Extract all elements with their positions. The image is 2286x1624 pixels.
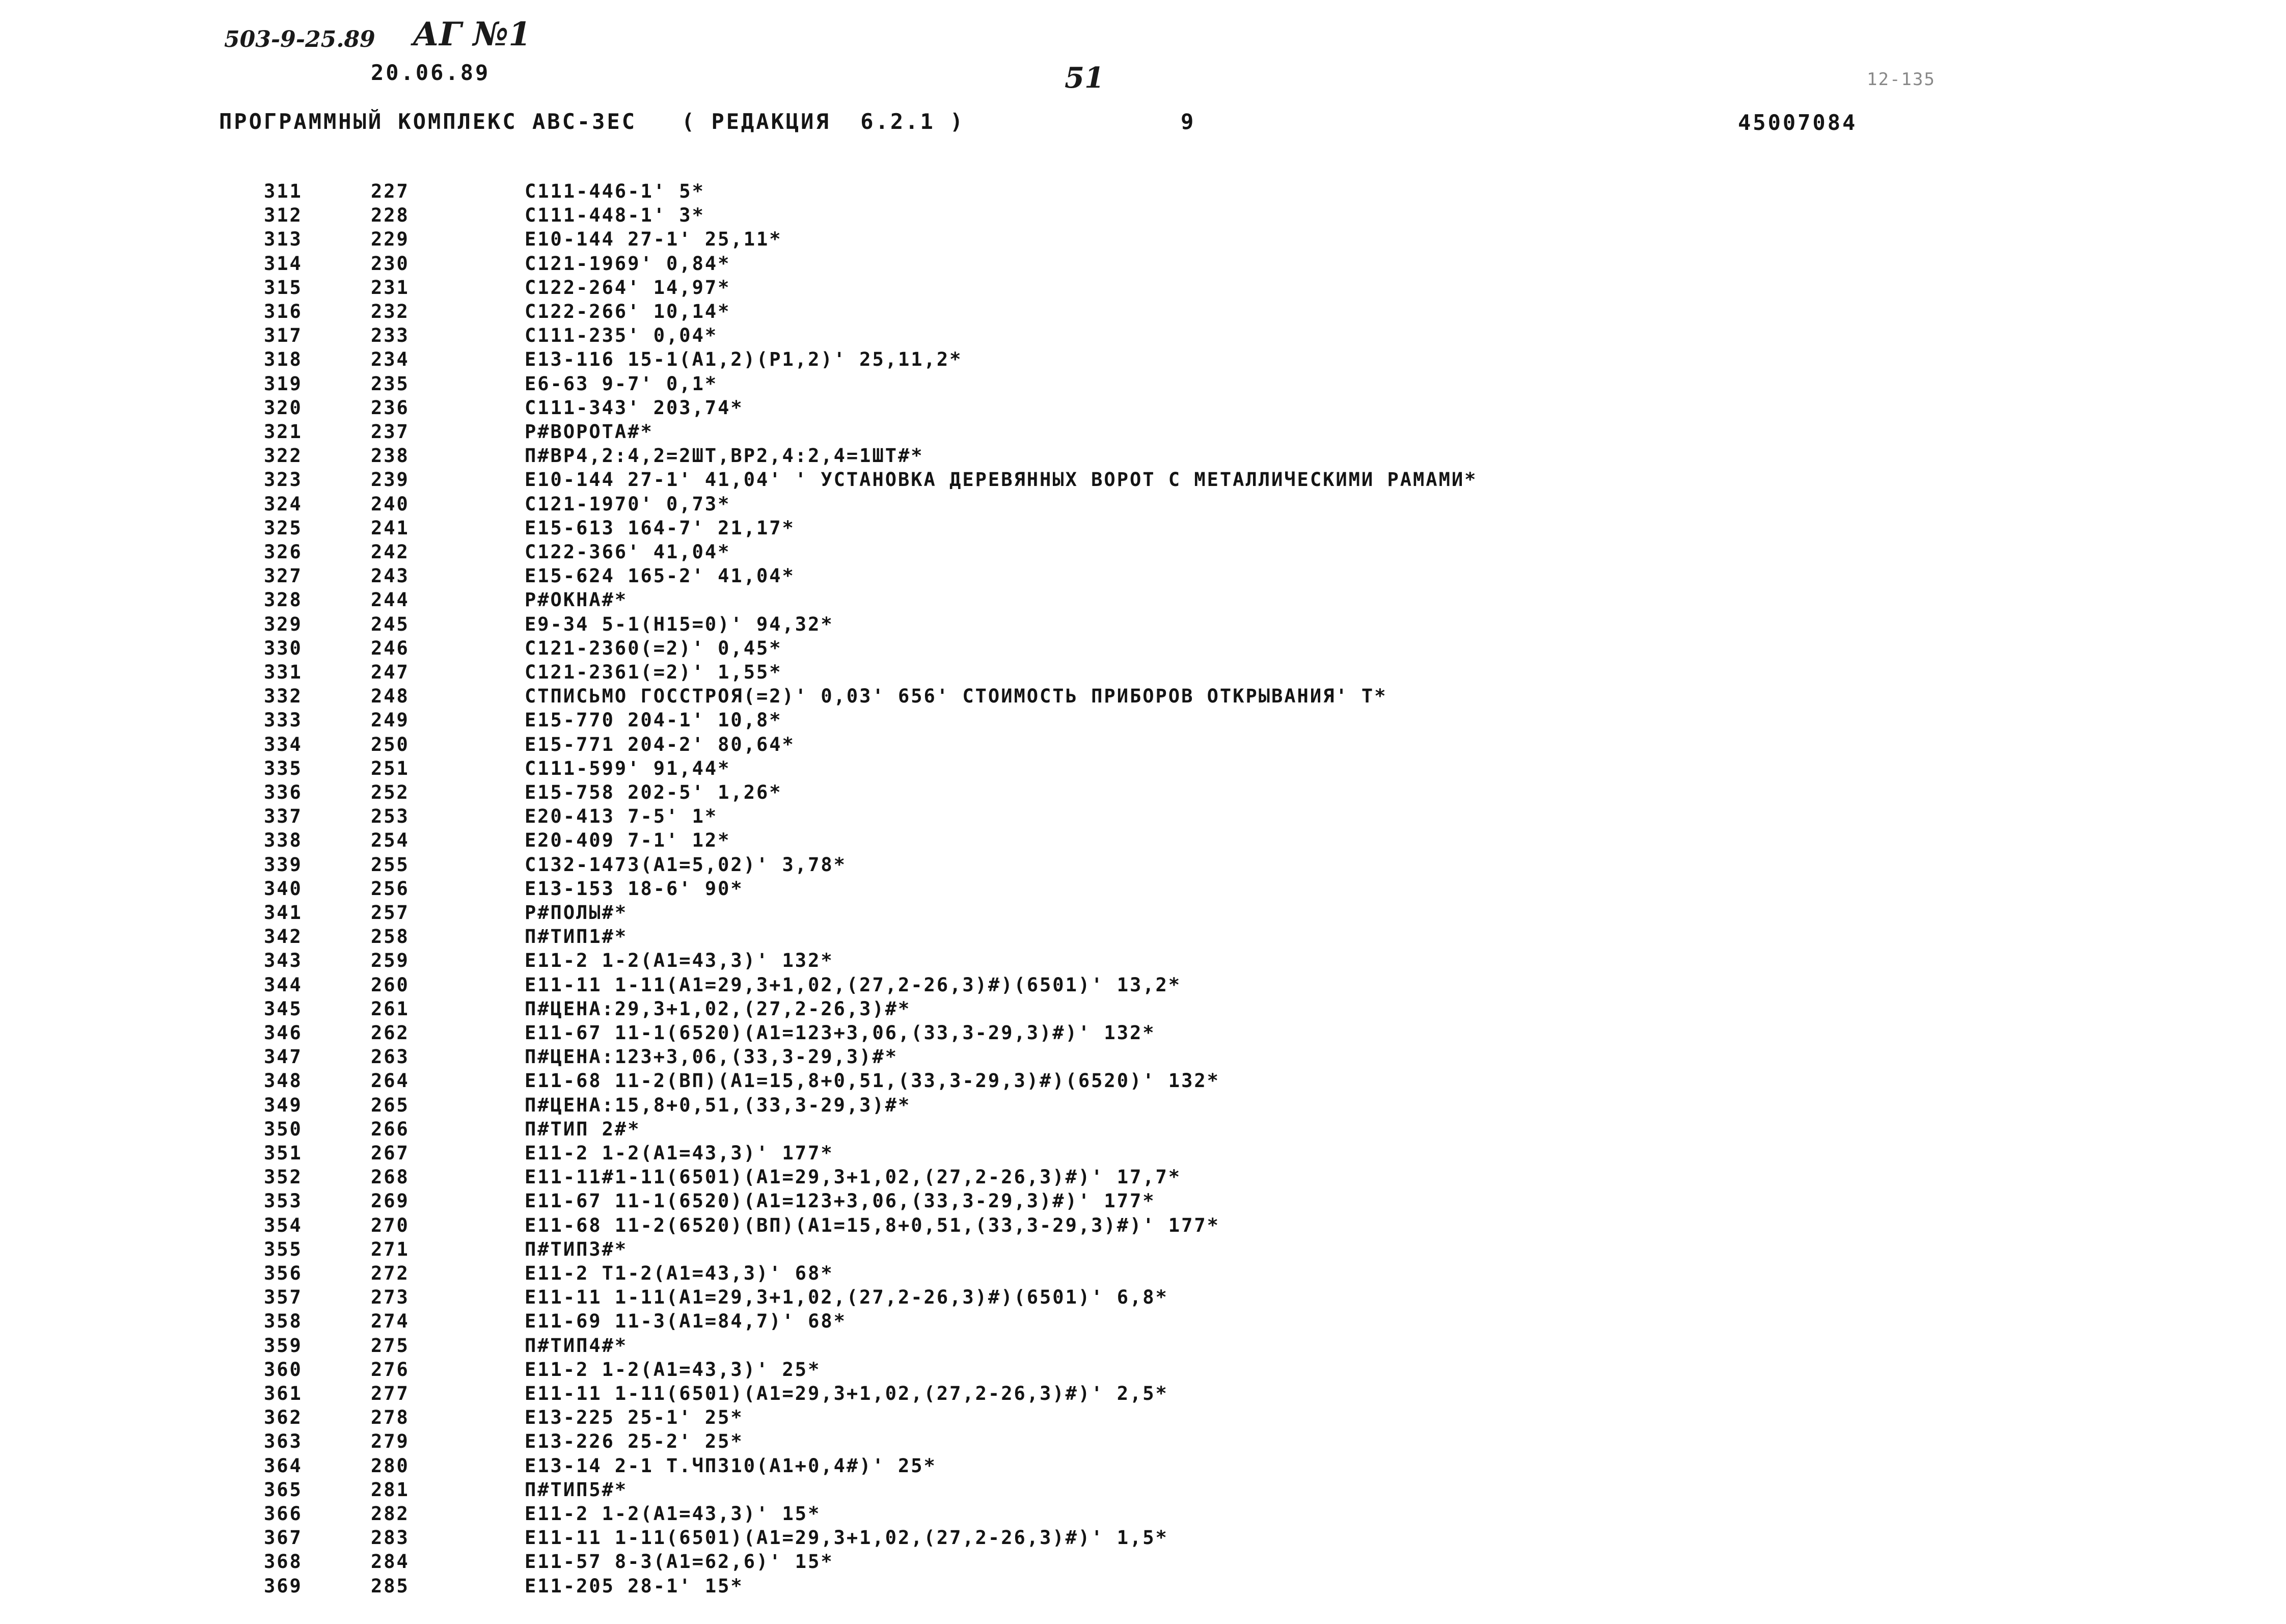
line-number: 362 xyxy=(264,1406,303,1429)
statement-number: 285 xyxy=(371,1575,410,1597)
statement-text: Е13-226 25-2' 25* xyxy=(525,1430,744,1453)
line-number: 339 xyxy=(264,853,303,876)
statement-number: 234 xyxy=(371,348,410,371)
statement-number: 272 xyxy=(371,1262,410,1284)
line-number: 341 xyxy=(264,902,303,924)
statement-number: 280 xyxy=(371,1454,410,1477)
statement-text: С122-266' 10,14* xyxy=(525,301,731,322)
line-number: 334 xyxy=(264,733,303,755)
statement-number: 236 xyxy=(371,396,410,419)
statement-text: Е11-205 28-1' 15* xyxy=(525,1575,744,1597)
statement-text: П#ЦЕНА:123+3,06,(33,3-29,3)#* xyxy=(525,1046,899,1068)
listing-row xyxy=(0,780,2241,804)
statement-number: 252 xyxy=(371,781,410,803)
statement-number: 265 xyxy=(371,1094,410,1116)
line-number: 316 xyxy=(264,301,303,322)
line-number: 344 xyxy=(264,973,303,996)
line-number: 315 xyxy=(264,276,303,299)
line-number: 312 xyxy=(264,204,303,227)
statement-text: С121-1970' 0,73* xyxy=(525,493,731,515)
statement-number: 248 xyxy=(371,685,410,708)
line-number: 324 xyxy=(264,493,303,515)
line-number: 318 xyxy=(264,348,303,371)
statement-text: Е11-69 11-3(А1=84,7)' 68* xyxy=(525,1310,847,1333)
line-number: 331 xyxy=(264,661,303,683)
statement-number: 284 xyxy=(371,1551,410,1573)
statement-number: 259 xyxy=(371,950,410,972)
statement-number: 264 xyxy=(371,1070,410,1092)
listing-row xyxy=(0,1358,2241,1382)
line-number: 354 xyxy=(264,1214,303,1236)
statement-text: Е11-2 1-2(А1=43,3)' 132* xyxy=(525,950,834,972)
listing-row xyxy=(0,444,2241,468)
listing-row xyxy=(0,612,2241,636)
statement-number: 241 xyxy=(371,517,410,539)
listing-row xyxy=(0,1405,2241,1429)
statement-text: Е15-613 164-7' 21,17* xyxy=(525,517,795,539)
line-number: 346 xyxy=(264,1022,303,1044)
statement-text: Е10-144 27-1' 41,04' ' УСТАНОВКА ДЕРЕВЯННЫХ ВОРОТ С МЕТАЛЛИЧЕСКИМИ РАМАМИ* xyxy=(525,469,1478,491)
statement-number: 231 xyxy=(371,276,410,299)
statement-text: Е15-771 204-2' 80,64* xyxy=(525,733,795,755)
statement-number: 260 xyxy=(371,973,410,996)
statement-number: 254 xyxy=(371,829,410,852)
line-number: 330 xyxy=(264,637,303,659)
statement-number: 232 xyxy=(371,301,410,322)
statement-number: 263 xyxy=(371,1046,410,1068)
document-date: 20.06.89 xyxy=(371,60,491,85)
listing-row xyxy=(0,1093,2241,1117)
line-number: 325 xyxy=(264,517,303,539)
page-number: 9 xyxy=(1181,109,1196,134)
statement-number: 261 xyxy=(371,997,410,1020)
statement-text: Е13-116 15-1(А1,2)(Р1,2)' 25,11,2* xyxy=(525,348,963,371)
statement-number: 238 xyxy=(371,445,410,467)
listing-row xyxy=(0,949,2241,972)
listing-row xyxy=(0,1261,2241,1285)
statement-text: П#ТИП3#* xyxy=(525,1238,628,1260)
listing-row xyxy=(0,997,2241,1021)
line-number: 329 xyxy=(264,613,303,635)
listing-row xyxy=(0,1213,2241,1237)
statement-number: 255 xyxy=(371,853,410,876)
line-number: 322 xyxy=(264,445,303,467)
statement-number: 256 xyxy=(371,877,410,900)
statement-text: С111-448-1' 3* xyxy=(525,204,705,227)
line-number: 348 xyxy=(264,1070,303,1092)
statement-text: Е11-68 11-2(ВП)(А1=15,8+0,51,(33,3-29,3)#)(6520)' 132* xyxy=(525,1070,1220,1092)
line-number: 327 xyxy=(264,565,303,587)
line-number: 314 xyxy=(264,252,303,275)
listing-row xyxy=(0,1117,2241,1141)
reference-number: 12-135 xyxy=(1867,69,1936,90)
listing-row xyxy=(0,1141,2241,1165)
statement-text: П#ТИП5#* xyxy=(525,1478,628,1501)
listing-row xyxy=(0,901,2241,925)
listing-row xyxy=(0,1189,2241,1213)
listing-row xyxy=(0,588,2241,612)
statement-number: 245 xyxy=(371,613,410,635)
statement-number: 262 xyxy=(371,1022,410,1044)
listing-row xyxy=(0,804,2241,828)
listing-row xyxy=(0,1285,2241,1309)
listing-row xyxy=(0,564,2241,588)
listing-row xyxy=(0,1309,2241,1333)
listing-row xyxy=(0,1454,2241,1478)
listing-row xyxy=(0,492,2241,516)
statement-text: Е11-11 1-11(6501)(А1=29,3+1,02,(27,2-26,3)#)' 1,5* xyxy=(525,1527,1168,1549)
statement-number: 276 xyxy=(371,1358,410,1381)
statement-text: Е15-758 202-5' 1,26* xyxy=(525,781,782,803)
line-number: 333 xyxy=(264,709,303,732)
line-number: 349 xyxy=(264,1094,303,1116)
listing-row xyxy=(0,1550,2241,1574)
statement-number: 239 xyxy=(371,469,410,491)
line-number: 356 xyxy=(264,1262,303,1284)
statement-text: Е9-34 5-1(Н15=0)' 94,32* xyxy=(525,613,834,635)
statement-text: СТПИСЬМО ГОССТРОЯ(=2)' 0,03' 656' СТОИМОСТЬ ПРИБОРОВ ОТКРЫВАНИЯ' Т* xyxy=(525,685,1387,708)
listing-row xyxy=(0,1382,2241,1405)
statement-number: 274 xyxy=(371,1310,410,1333)
line-number: 319 xyxy=(264,372,303,395)
statement-text: Е10-144 27-1' 25,11* xyxy=(525,228,782,251)
statement-number: 282 xyxy=(371,1503,410,1525)
statement-text: Е11-11#1-11(6501)(А1=29,3+1,02,(27,2-26,3)#)' 17,7* xyxy=(525,1166,1182,1188)
statement-text: Е11-67 11-1(6520)(А1=123+3,06,(33,3-29,3)#)' 177* xyxy=(525,1190,1156,1212)
line-number: 340 xyxy=(264,877,303,900)
statement-text: Р#ОКНА#* xyxy=(525,589,628,611)
statement-number: 244 xyxy=(371,589,410,611)
line-number: 363 xyxy=(264,1430,303,1453)
statement-number: 235 xyxy=(371,372,410,395)
statement-number: 237 xyxy=(371,421,410,443)
listing-row xyxy=(0,973,2241,997)
listing-row xyxy=(0,396,2241,420)
statement-text: Е15-624 165-2' 41,04* xyxy=(525,565,795,587)
listing-row xyxy=(0,828,2241,852)
statement-number: 242 xyxy=(371,541,410,563)
statement-text: Е6-63 9-7' 0,1* xyxy=(525,372,718,395)
listing-row xyxy=(0,252,2241,276)
statement-text: С122-264' 14,97* xyxy=(525,276,731,299)
line-number: 336 xyxy=(264,781,303,803)
statement-number: 267 xyxy=(371,1142,410,1164)
listing-row xyxy=(0,179,2241,203)
line-number: 351 xyxy=(264,1142,303,1164)
listing-row xyxy=(0,227,2241,251)
statement-number: 233 xyxy=(371,324,410,347)
line-number: 320 xyxy=(264,396,303,419)
listing-row xyxy=(0,684,2241,708)
line-number: 369 xyxy=(264,1575,303,1597)
line-number: 357 xyxy=(264,1286,303,1309)
statement-number: 275 xyxy=(371,1334,410,1357)
listing-row xyxy=(0,636,2241,660)
line-number: 355 xyxy=(264,1238,303,1260)
listing-row xyxy=(0,1237,2241,1261)
statement-number: 253 xyxy=(371,805,410,828)
line-number: 361 xyxy=(264,1383,303,1404)
statement-text: П#ТИП1#* xyxy=(525,926,628,948)
listing-row xyxy=(0,1069,2241,1093)
statement-number: 258 xyxy=(371,926,410,948)
statement-number: 228 xyxy=(371,204,410,227)
line-number: 313 xyxy=(264,228,303,251)
statement-text: С122-366' 41,04* xyxy=(525,541,731,563)
statement-text: С111-599' 91,44* xyxy=(525,757,731,779)
listing-row xyxy=(0,1021,2241,1045)
statement-number: 249 xyxy=(371,709,410,732)
statement-text: Е11-2 Т1-2(А1=43,3)' 68* xyxy=(525,1262,834,1284)
listing-row xyxy=(0,708,2241,732)
statement-text: Е11-2 1-2(А1=43,3)' 15* xyxy=(525,1503,821,1525)
statement-text: Р#ВОРОТА#* xyxy=(525,421,654,443)
statement-text: С111-446-1' 5* xyxy=(525,180,705,202)
statement-text: С121-2360(=2)' 0,45* xyxy=(525,637,782,659)
statement-text: Е11-57 8-3(А1=62,6)' 15* xyxy=(525,1551,834,1573)
line-number: 328 xyxy=(264,589,303,611)
listing-row xyxy=(0,347,2241,371)
statement-text: С132-1473(А1=5,02)' 3,78* xyxy=(525,853,847,876)
statement-number: 251 xyxy=(371,757,410,779)
statement-number: 271 xyxy=(371,1238,410,1260)
listing-row xyxy=(0,468,2241,492)
listing-row xyxy=(0,276,2241,300)
line-number: 345 xyxy=(264,997,303,1020)
listing-row xyxy=(0,300,2241,323)
listing-row xyxy=(0,1165,2241,1189)
line-number: 364 xyxy=(264,1454,303,1477)
statement-number: 268 xyxy=(371,1166,410,1188)
statement-number: 273 xyxy=(371,1286,410,1309)
listing-row xyxy=(0,1045,2241,1069)
statement-number: 269 xyxy=(371,1190,410,1212)
line-number: 337 xyxy=(264,805,303,828)
line-number: 350 xyxy=(264,1118,303,1140)
listing-row xyxy=(0,516,2241,540)
line-number: 360 xyxy=(264,1358,303,1381)
statement-text: Е11-68 11-2(6520)(ВП)(А1=15,8+0,51,(33,3-29,3)#)' 177* xyxy=(525,1214,1220,1236)
statement-text: Е13-14 2-1 Т.ЧП310(А1+0,4#)' 25* xyxy=(525,1454,937,1477)
statement-number: 240 xyxy=(371,493,410,515)
listing-row xyxy=(0,877,2241,901)
statement-text: Е11-2 1-2(А1=43,3)' 177* xyxy=(525,1142,834,1164)
statement-text: П#ТИП 2#* xyxy=(525,1118,641,1140)
listing-row xyxy=(0,420,2241,444)
archive-number: 503-9-25.89 xyxy=(224,26,375,52)
line-number: 343 xyxy=(264,950,303,972)
document-code: 45007084 xyxy=(1738,110,1858,135)
listing-row xyxy=(0,1429,2241,1453)
statement-text: С111-343' 203,74* xyxy=(525,396,744,419)
statement-text: Е11-11 1-11(А1=29,3+1,02,(27,2-26,3)#)(6501)' 6,8* xyxy=(525,1286,1168,1309)
statement-text: С111-235' 0,04* xyxy=(525,324,718,347)
line-number: 342 xyxy=(264,926,303,948)
statement-text: Е15-770 204-1' 10,8* xyxy=(525,709,782,732)
statement-number: 247 xyxy=(371,661,410,683)
listing-row xyxy=(0,1478,2241,1502)
line-number: 367 xyxy=(264,1527,303,1549)
statement-text: Е20-413 7-5' 1* xyxy=(525,805,718,828)
line-number: 347 xyxy=(264,1046,303,1068)
statement-number: 283 xyxy=(371,1527,410,1549)
listing-row xyxy=(0,1574,2241,1598)
listing-row xyxy=(0,733,2241,756)
listing-row xyxy=(0,756,2241,780)
statement-number: 281 xyxy=(371,1478,410,1501)
line-number: 365 xyxy=(264,1478,303,1501)
line-number: 323 xyxy=(264,469,303,491)
statement-number: 257 xyxy=(371,902,410,924)
statement-number: 230 xyxy=(371,252,410,275)
statement-text: Е11-11 1-11(А1=29,3+1,02,(27,2-26,3)#)(6501)' 13,2* xyxy=(525,973,1182,996)
line-number: 368 xyxy=(264,1551,303,1573)
line-number: 353 xyxy=(264,1190,303,1212)
listing-row xyxy=(0,540,2241,564)
sheet-number: 51 xyxy=(1065,61,1104,95)
listing-row xyxy=(0,853,2241,877)
line-number: 321 xyxy=(264,421,303,443)
handwritten-note: АГ №1 xyxy=(413,15,531,53)
statement-text: П#ВР4,2:4,2=2ШТ,ВР2,4:2,4=1ШТ#* xyxy=(525,445,924,467)
line-number: 359 xyxy=(264,1334,303,1357)
listing-row xyxy=(0,203,2241,227)
line-number: 366 xyxy=(264,1503,303,1525)
statement-number: 229 xyxy=(371,228,410,251)
program-title: ПРОГРАММНЫЙ КОМПЛЕКС АВС-3ЕС ( РЕДАКЦИЯ 6.2.1 ) xyxy=(219,109,965,134)
statement-number: 279 xyxy=(371,1430,410,1453)
line-number: 317 xyxy=(264,324,303,347)
statement-text: П#ЦЕНА:15,8+0,51,(33,3-29,3)#* xyxy=(525,1094,911,1116)
listing-row xyxy=(0,372,2241,396)
line-number: 311 xyxy=(264,180,303,202)
line-number: 332 xyxy=(264,685,303,708)
line-number: 335 xyxy=(264,757,303,779)
statement-number: 270 xyxy=(371,1214,410,1236)
statement-text: Е13-153 18-6' 90* xyxy=(525,877,744,900)
line-number: 358 xyxy=(264,1310,303,1333)
listing-row xyxy=(0,1526,2241,1550)
listing-row xyxy=(0,925,2241,949)
statement-text: Р#ПОЛЫ#* xyxy=(525,902,628,924)
statement-text: Е13-225 25-1' 25* xyxy=(525,1406,744,1429)
statement-number: 227 xyxy=(371,180,410,202)
statement-text: П#ЦЕНА:29,3+1,02,(27,2-26,3)#* xyxy=(525,997,911,1020)
line-number: 338 xyxy=(264,829,303,852)
statement-number: 278 xyxy=(371,1406,410,1429)
statement-text: С121-2361(=2)' 1,55* xyxy=(525,661,782,683)
statement-text: Е11-11 1-11(6501)(А1=29,3+1,02,(27,2-26,3)#)' 2,5* xyxy=(525,1383,1168,1404)
line-number: 352 xyxy=(264,1166,303,1188)
statement-text: Е11-67 11-1(6520)(А1=123+3,06,(33,3-29,3)#)' 132* xyxy=(525,1022,1156,1044)
statement-number: 277 xyxy=(371,1383,410,1404)
statement-text: Е11-2 1-2(А1=43,3)' 25* xyxy=(525,1358,821,1381)
statement-number: 243 xyxy=(371,565,410,587)
statement-text: Е20-409 7-1' 12* xyxy=(525,829,731,852)
statement-number: 246 xyxy=(371,637,410,659)
statement-number: 250 xyxy=(371,733,410,755)
listing-row xyxy=(0,323,2241,347)
statement-number: 266 xyxy=(371,1118,410,1140)
statement-text: С121-1969' 0,84* xyxy=(525,252,731,275)
listing-row xyxy=(0,660,2241,684)
statement-text: П#ТИП4#* xyxy=(525,1334,628,1357)
listing-row xyxy=(0,1334,2241,1358)
listing-row xyxy=(0,1502,2241,1526)
line-number: 326 xyxy=(264,541,303,563)
